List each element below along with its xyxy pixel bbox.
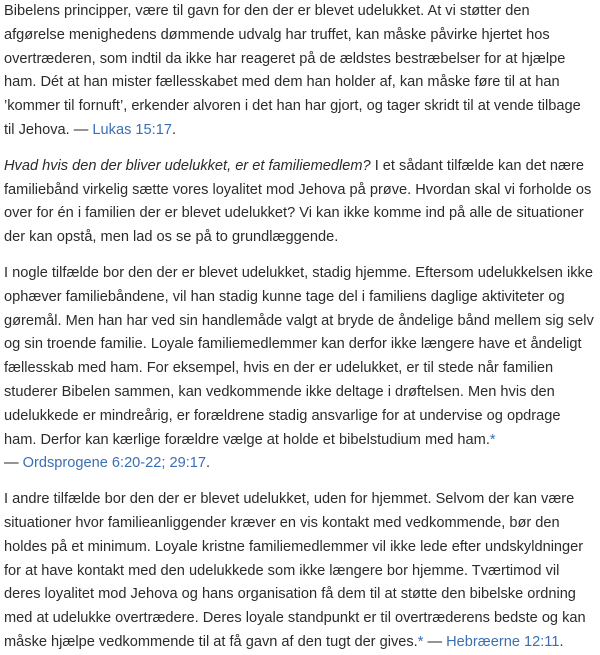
scripture-link-hebrews[interactable]: Hebræerne 12:11 (446, 633, 560, 650)
footnote-marker-2[interactable]: * (417, 633, 424, 650)
scripture-link-proverbs[interactable]: Ordsprogene 6:20-22; 29:17 (22, 455, 207, 472)
paragraph-3-dash: — (4, 455, 23, 472)
paragraph-3 (4, 262, 594, 476)
footnote-marker-1[interactable]: * (489, 431, 496, 448)
paragraph-2-question: Hvad hvis den der bliver udelukket, er et familiemedlem? (4, 157, 371, 174)
paragraph-1 (4, 0, 594, 143)
paragraph-1-end: . (171, 121, 177, 138)
paragraph-4-end: . (559, 633, 564, 650)
paragraph-4-dash: — (423, 633, 447, 650)
paragraph-3-text: I nogle tilfælde bor den der er blevet udelukket, stadig hjemme. Eftersom udelukkelsen ikke ophæver familiebåndene, vil han stadig kunne tage del i familiens daglige aktiviteter og gøremål. Men han har ved sin handlemåde valgt at bryde de åndelige bånd mellem sig selv og sin troende familie. Loyale familiemedlemmer kan derfor ikke længere have et åndeligt fællesskab med ham. For eksempel, hvis en der er udelukket, er til stede når familien studerer Bibelen sammen, kan vedkommende ikke deltage i drøftelsen. Men hvis den udelukkede er mindreårig, er forældrene stadig ansvarlige for at undervise og opdrage ham. Derfor kan kærlige forældre vælge at holde et bibelstudium med ham. (4, 264, 594, 448)
paragraph-2 (4, 155, 594, 250)
paragraph-4-text: I andre tilfælde bor den der er blevet udelukket, uden for hjemmet. Selvom der kan være situationer hvor familieanliggender kræver en vis kontakt med vedkommende, bør den holdes på et minimum. Loyale kristne familiemedlemmer vil ikke lede efter undskyldninger for at have kontakt med den udelukkede som ikke længere bor hjemme. Tværtimod vil deres loyalitet mod Jehova og hans organisation få dem til at støtte den bibelske ordning med at udelukke overtrædere. Deres loyale standpunkt er til overtræderens bedste og kan måske hjælpe vedkommende til at få gavn af den tugt der gives. (4, 491, 586, 650)
paragraph-2-text: I et sådant tilfælde kan det nære familiebånd virkelig sætte vores loyalitet mod Jehova på prøve. Hvordan skal vi forholde os over for én i familien der er blevet udelukket? Vi kan ikke komme ind på alle de situationer der kan opstå, men lad os se på to grundlæggende. (4, 157, 592, 246)
paragraph-3-end: . (206, 455, 211, 472)
paragraph-4 (4, 488, 594, 655)
scripture-link-luke[interactable]: Lukas 15:17 (92, 121, 172, 138)
paragraph-1-text: Bibelens principper, være til gavn for den der er blevet udelukket. At vi støtter den afgørelse menighedens dømmende udvalg har truffet, kan måske påvirke hjertet hos overtræderen, som indtil da ikke har reageret på de ældstes bestræbelser for at hjælpe ham. Dét at han mister fællesskabet med dem han holder af, kan måske føre til at han ’kommer til fornuft’, erkender alvoren i det han har gjort, og tager skridt til at vende tilbage til Jehova. — (4, 3, 581, 138)
